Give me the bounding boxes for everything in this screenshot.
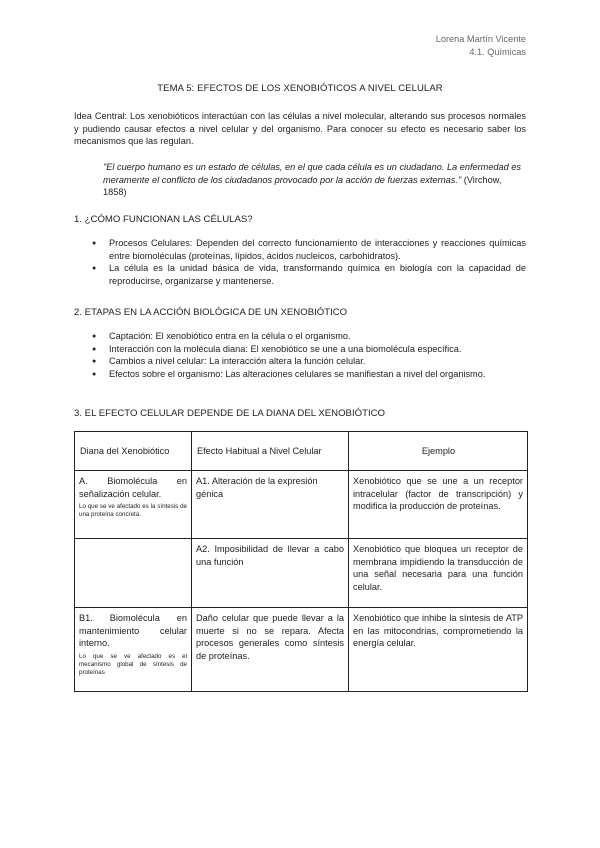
table-row [75, 539, 528, 608]
table-cell-diana [75, 608, 192, 692]
intro-paragraph: Idea Central: Los xenobióticos interactúan con las células a nivel molecular, alterando sus procesos normales y pudiendo causar efectos a nivel celular y del organismo. Para conocer su efecto es necesario saber los mecanismos que las regulan. [74, 111, 526, 147]
table-header-cell: Efecto Habitual a Nivel Celular [192, 432, 349, 471]
table-header-cell: Ejemplo [349, 432, 528, 471]
subject-label: 4.1. Químicas [469, 47, 526, 58]
table-row [75, 471, 528, 539]
quote-text: "El cuerpo humano es un estado de células, en el que cada célula es un ciudadano. La enfermedad es meramente el conflicto de los ciudadanos provocado por la acción de fuerzas externas." [103, 162, 522, 185]
table-row [75, 608, 528, 692]
list-item: ● La célula es la unidad básica de vida, transformando química en biología con la capacidad de reproducirse, organizarse y mantenerse. [92, 262, 526, 287]
xenobiotic-table [74, 431, 528, 692]
table-cell-ejemplo: Xenobiótico que bloquea un receptor de membrana impidiendo la transducción de una señal necesaria para una función celular. [349, 539, 528, 608]
page-header [436, 33, 526, 60]
diana-note: Lo que se ve afectado es el mecanismo global de síntesis de proteínas [79, 653, 187, 676]
table-cell-diana [75, 539, 192, 608]
table-cell-diana [75, 471, 192, 539]
quote-block [103, 161, 525, 199]
diana-note: Lo que se ve afectado es la síntesis de una proteína concreta. [79, 503, 187, 519]
table-header-cell: Diana del Xenobiótico [75, 432, 192, 471]
section1-list [92, 237, 526, 288]
list-item: ● Procesos Celulares: Dependen del correcto funcionamiento de interacciones y reacciones químicas entre biomoléculas (proteínas, lípidos, ácidos nucleicos, carbohidratos). [92, 237, 526, 262]
list-item: ● Efectos sobre el organismo: Las alteraciones celulares se manifiestan a nivel del organismo. [92, 368, 526, 381]
section3-heading: 3. EL EFECTO CELULAR DEPENDE DE LA DIANA DEL XENOBIÓTICO [74, 408, 385, 419]
table-cell-efecto: A2. Imposibilidad de llevar a cabo una función [192, 539, 349, 608]
list-item: ● Captación: El xenobiótico entra en la célula o el organismo. [92, 330, 526, 343]
quote-citation: (Virchow, 1858) [103, 174, 502, 198]
diana-text: A. Biomolécula en señalización celular. [79, 476, 187, 499]
table-cell-ejemplo: Xenobiótico que se une a un receptor intracelular (factor de transcripción) y modifica la producción de proteínas. [349, 471, 528, 539]
list-item: ● Interacción con la molécula diana: El xenobiótico se une a una biomolécula específica. [92, 343, 526, 356]
table-cell-efecto: Daño celular que puede llevar a la muerte si no se repara. Afecta procesos generales como síntesis de proteínas. [192, 608, 349, 692]
diana-text: B1. Biomolécula en mantenimiento celular interno. [79, 613, 187, 649]
list-item: ● Cambios a nivel celular: La interacción altera la función celular. [92, 355, 526, 368]
table-cell-ejemplo: Xenobiótico que inhibe la síntesis de ATP en las mitocondrias, comprometiendo la energía celular. [349, 608, 528, 692]
section2-list [92, 330, 526, 381]
author-name: Lorena Martín Vicente [435, 34, 526, 44]
table-cell-efecto: A1. Alteración de la expresión génica [192, 471, 349, 539]
section2-heading: 2. ETAPAS EN LA ACCIÓN BIOLÓGICA DE UN XENOBIÓTICO [74, 307, 348, 318]
table-header-row [75, 432, 528, 471]
section1-heading: 1. ¿CÓMO FUNCIONAN LAS CÉLULAS? [74, 214, 253, 225]
document-title: TEMA 5: EFECTOS DE LOS XENOBIÓTICOS A NIVEL CELULAR [157, 83, 443, 94]
